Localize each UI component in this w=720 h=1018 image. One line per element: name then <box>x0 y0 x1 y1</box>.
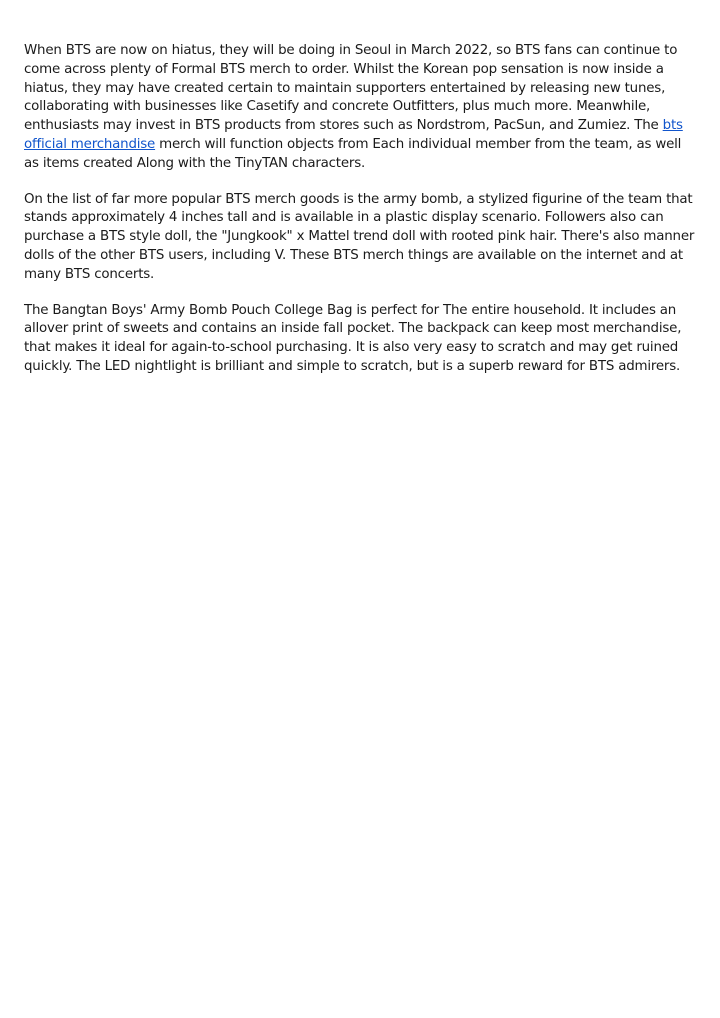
paragraph-1-text-start: When BTS are now on hiatus, they will be doing in Seoul in March 2022, so BTS fans can continue to come across plenty of Formal BTS merch to order. Whilst the Korean pop sensation is now inside a hiatus, they may have created certain to maintain supporters entertained by releasing new tunes, collaborating with businesses like Casetify and concrete Outfitters, plus much more. Meanwhile, enthusiasts may invest in BTS products from stores such as Nordstrom, PacSun, and Zumiez. The <box>24 43 678 134</box>
document-body <box>24 42 698 394</box>
paragraph-2: On the list of far more popular BTS merch goods is the army bomb, a stylized figurine of the team that stands approximately 4 inches tall and is available in a plastic display scenario. Followers also can purchase a BTS style doll, the "Jungkook" x Mattel trend doll with rooted pink hair. There's also manner dolls of the other BTS users, including V. These BTS merch things are available on the internet and at many BTS concerts. <box>24 191 695 282</box>
bts-merchandise-link[interactable]: bts official merchandise <box>24 118 683 152</box>
paragraph-3: The Bangtan Boys' Army Bomb Pouch College Bag is perfect for The entire household. It includes an allover print of sweets and contains an inside fall pocket. The backpack can keep most merchandise, that makes it ideal for again-to-school purchasing. It is also very easy to scratch and may get ruined quickly. The LED nightlight is brilliant and simple to scratch, but is a superb reward for BTS admirers. <box>24 302 682 374</box>
paragraph-1 <box>24 42 698 174</box>
paragraph-1-text-end: merch will function objects from Each individual member from the team, as well as items created Along with the TinyTAN characters. <box>24 136 682 171</box>
